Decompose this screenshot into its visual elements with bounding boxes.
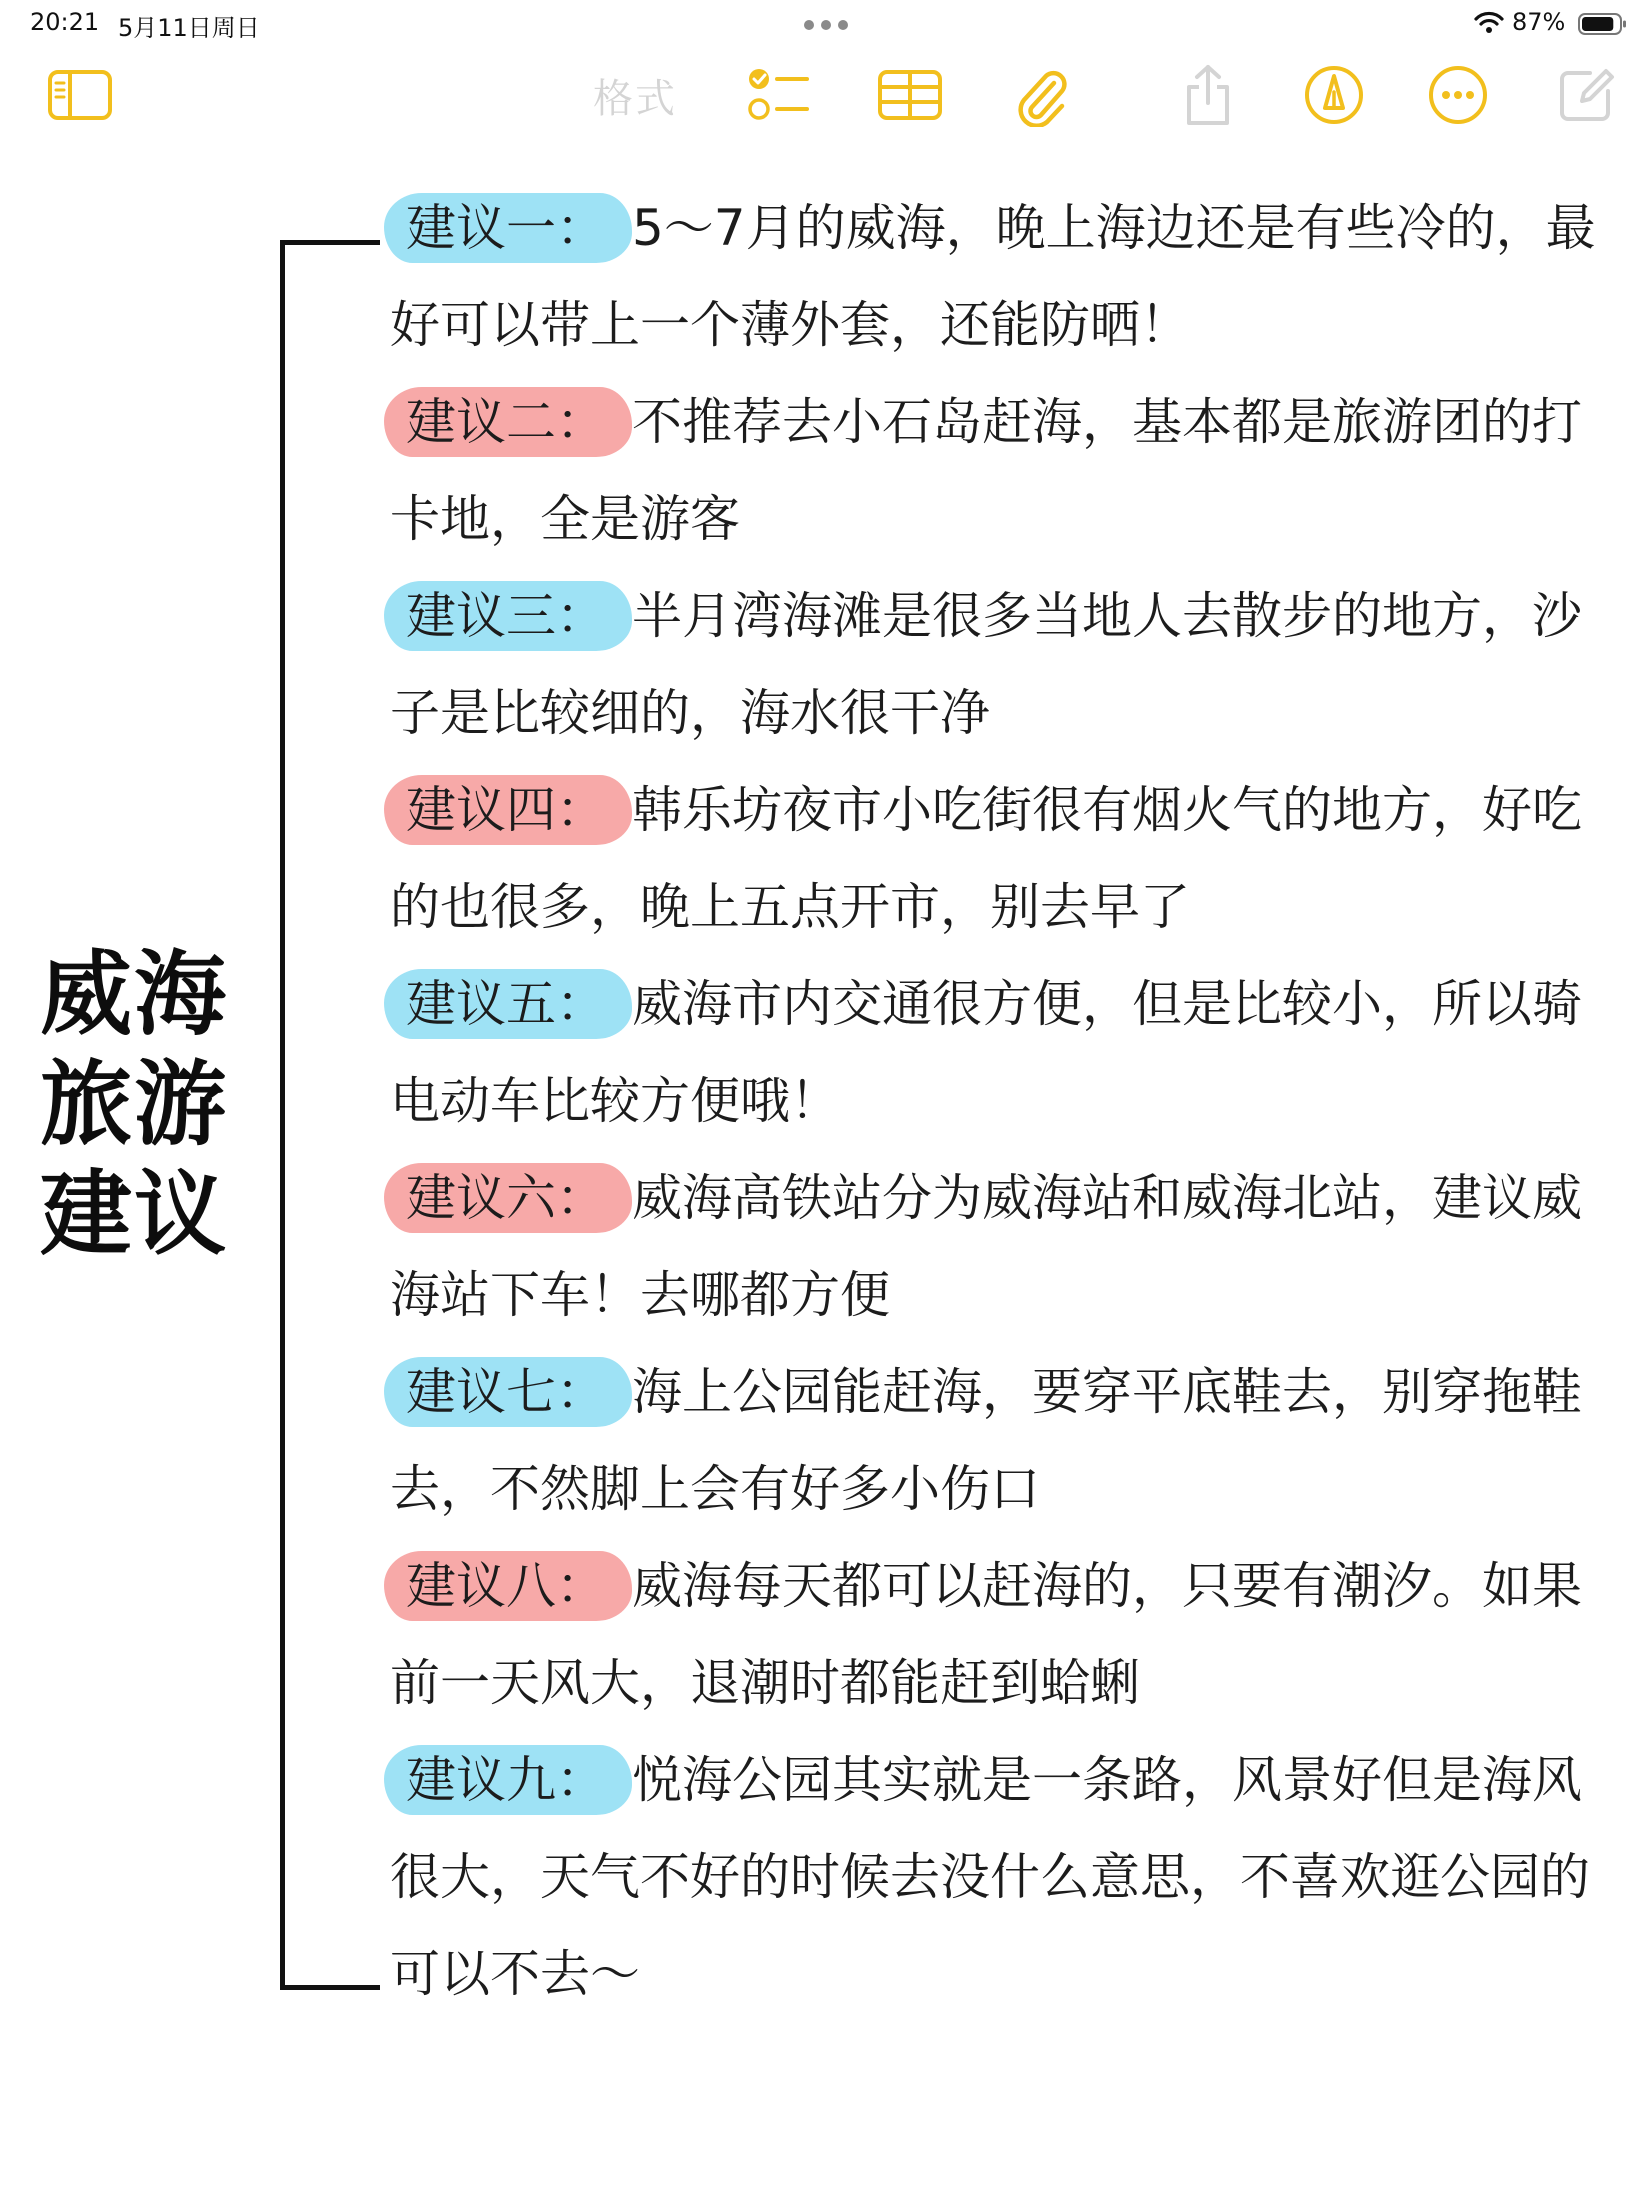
- tip-text: 韩乐坊夜市小吃街很有烟火气的地方，好吃的也很多，晚上五点开市，别去早了: [390, 781, 1582, 936]
- tip-text: 半月湾海滩是很多当地人去散步的地方，沙子是比较细的，海水很干净: [390, 587, 1582, 742]
- toolbar: [0, 55, 1640, 135]
- checklist-button[interactable]: [740, 55, 816, 135]
- tip-item[interactable]: [390, 1538, 1620, 1732]
- tip-text: 5～7月的威海，晚上海边还是有些冷的，最好可以带上一个薄外套，还能防晒！: [390, 199, 1596, 354]
- tip-label: 建议五：: [384, 969, 632, 1039]
- more-icon: [1427, 64, 1489, 126]
- tip-text: 威海每天都可以赶海的，只要有潮汐。如果前一天风大，退潮时都能赶到蛤蜊: [390, 1557, 1582, 1712]
- attachment-button[interactable]: [1004, 55, 1080, 135]
- side-title-line: 建议: [40, 1161, 229, 1268]
- tip-item[interactable]: [390, 762, 1620, 956]
- markup-button[interactable]: [1296, 55, 1372, 135]
- format-label: 格式: [593, 75, 677, 122]
- side-title-line: 威海: [40, 941, 229, 1048]
- share-button[interactable]: [1170, 55, 1246, 135]
- table-button[interactable]: [872, 55, 948, 135]
- multitask-dots-icon[interactable]: [804, 20, 848, 30]
- sidebar-toggle-button[interactable]: [44, 55, 116, 135]
- markup-icon: [1303, 64, 1365, 126]
- sidebar-icon: [47, 69, 113, 121]
- compose-button[interactable]: [1548, 55, 1624, 135]
- checklist-icon: [745, 65, 811, 125]
- side-title: [40, 940, 240, 1270]
- status-bar: [0, 0, 1640, 50]
- tip-item[interactable]: [390, 1150, 1620, 1344]
- tip-text: 不推荐去小石岛赶海，基本都是旅游团的打卡地，全是游客: [390, 393, 1582, 548]
- tip-text: 悦海公园其实就是一条路，风景好但是海风很大，天气不好的时候去没什么意思，不喜欢逛公园的可以不去～: [390, 1751, 1590, 2003]
- share-icon: [1181, 63, 1235, 127]
- tips-list[interactable]: [390, 180, 1620, 2023]
- battery-icon: [1578, 12, 1628, 36]
- tip-label: 建议一：: [384, 193, 632, 263]
- format-button[interactable]: [580, 55, 690, 135]
- tip-item[interactable]: [390, 1344, 1620, 1538]
- side-title-line: 旅游: [40, 1051, 229, 1158]
- tip-item[interactable]: [390, 956, 1620, 1150]
- tip-text: 威海高铁站分为威海站和威海北站，建议威海站下车！去哪都方便: [390, 1169, 1582, 1324]
- tip-label: 建议四：: [384, 775, 632, 845]
- tip-text: 海上公园能赶海，要穿平底鞋去，别穿拖鞋去，不然脚上会有好多小伤口: [390, 1363, 1582, 1518]
- tip-item[interactable]: [390, 180, 1620, 374]
- battery-percent: 87%: [1512, 8, 1566, 36]
- tip-item[interactable]: [390, 374, 1620, 568]
- table-icon: [877, 69, 943, 121]
- battery-level-fill: [1582, 17, 1613, 31]
- status-time: 20:21: [30, 8, 100, 36]
- tip-label: 建议三：: [384, 581, 632, 651]
- tip-label: 建议六：: [384, 1163, 632, 1233]
- tip-item[interactable]: [390, 1732, 1620, 2023]
- more-button[interactable]: [1420, 55, 1496, 135]
- tip-label: 建议二：: [384, 387, 632, 457]
- tip-item[interactable]: [390, 568, 1620, 762]
- tip-label: 建议七：: [384, 1357, 632, 1427]
- attachment-icon: [1012, 63, 1072, 127]
- tip-text: 威海市内交通很方便，但是比较小，所以骑电动车比较方便哦！: [390, 975, 1582, 1130]
- tip-label: 建议九：: [384, 1745, 632, 1815]
- wifi-icon: [1474, 10, 1504, 34]
- status-date: 5月11日周日: [118, 14, 260, 42]
- compose-icon: [1556, 65, 1616, 125]
- tip-label: 建议八：: [384, 1551, 632, 1621]
- bracket-line: [280, 240, 380, 1990]
